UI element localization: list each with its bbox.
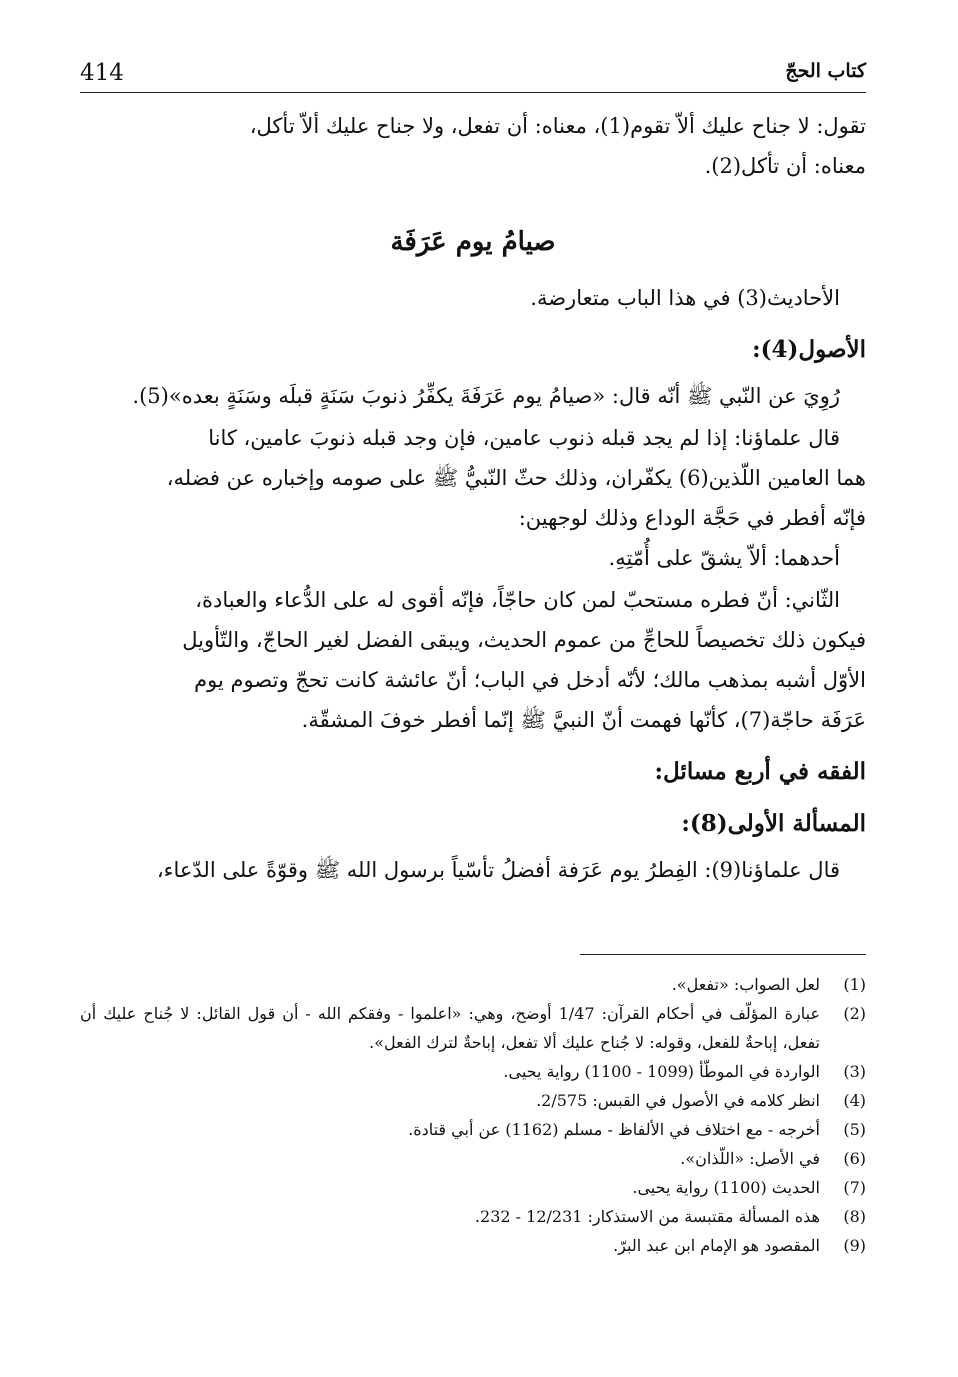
- footnote: [80, 1144, 866, 1173]
- footnote: [80, 1173, 866, 1202]
- usul-heading: الأصول(4):: [752, 336, 866, 363]
- running-title: كتاب الحجّ: [785, 60, 866, 82]
- footnote: [80, 1202, 866, 1231]
- paragraph-line: قال علماؤنا(9): الفِطرُ يوم عَرَفة أفضلُ تأسّياً برسول الله ﷺ وقوّةً على الدّعاء،: [156, 858, 840, 882]
- footnote-number: (3): [843, 1062, 866, 1081]
- footnote-text: عبارة المؤلّف في أحكام القرآن: 1/47 أوضح، وهي: «اعلموا - وفقكم الله - أن قول القائل: لا جُناح عليك أن تفعل، إباحةٌ للفعل، وقوله: لا جُناح عليك ألا تفعل، إباحةٌ لترك الفعل».: [80, 1004, 820, 1052]
- footnote-number: (5): [843, 1120, 866, 1139]
- footnote: [80, 1115, 866, 1144]
- footnote-text: هذه المسألة مقتبسة من الاستذكار: 12/231 - 232.: [474, 1207, 820, 1226]
- section-title: صيامُ يوم عَرَفَة: [390, 227, 556, 257]
- paragraph-line: معناه: أن تأكل(2).: [704, 154, 866, 178]
- footnote-number: (7): [843, 1178, 866, 1197]
- book-page: [80, 48, 866, 1348]
- footnotes: [80, 970, 866, 1260]
- riwaya-line: رُوِيَ عن النّبي ﷺ أنّه قال: «صيامُ يوم عَرَفَةَ يكفِّرُ ذنوبَ سَنَةٍ قبلَه وسَنَةٍ بعده»(5).: [132, 384, 840, 408]
- footnote-text: الحديث (1100) رواية يحيى.: [632, 1178, 820, 1197]
- footnote-number: (6): [843, 1149, 866, 1168]
- footnote-separator: [580, 954, 866, 955]
- masala-heading: المسألة الأولى(8):: [681, 810, 866, 837]
- paragraph-line: عَرَفَة حاجّة(7)، كأنّها فهمت أنّ النبيَّ ﷺ إنّما أفطر خوفَ المشقّة.: [301, 708, 866, 732]
- footnote-text: في الأصل: «اللّذان».: [680, 1149, 820, 1168]
- footnote: [80, 999, 866, 1057]
- footnote-text: لعل الصواب: «تفعل».: [671, 975, 820, 994]
- footnote-text: انظر كلامه في الأصول في القبس: 2/575.: [536, 1091, 820, 1110]
- fiqh-heading: الفقه في أربع مسائل:: [654, 758, 866, 785]
- page-header: [80, 48, 866, 88]
- paragraph-line: قال علماؤنا: إذا لم يجد قبله ذنوب عامين، فإن وجد قبله ذنوبَ عامين، كانا: [208, 426, 840, 450]
- header-rule: [80, 92, 866, 93]
- footnote: [80, 1231, 866, 1260]
- paragraph-line: أحدهما: ألاّ يشقّ على أُمّتِهِ.: [608, 546, 840, 570]
- footnote-number: (9): [843, 1236, 866, 1255]
- paragraph-line: الثّاني: أنّ فطره مستحبّ لمن كان حاجّاً، فإنّه أقوى له على الدُّعاء والعبادة،: [195, 588, 840, 612]
- footnote-text: المقصود هو الإمام ابن عبد البرّ.: [613, 1236, 820, 1255]
- paragraph-line: الأوّل أشبه بمذهب مالك؛ لأنّه أدخل في الباب؛ أنّ عائشة كانت تحجّ وتصوم يوم: [194, 668, 866, 692]
- footnote-text: الواردة في الموطّأ (1099 - 1100) رواية يحيى.: [503, 1062, 820, 1081]
- footnote: [80, 1057, 866, 1086]
- page-number: 414: [80, 60, 124, 86]
- paragraph-line: هما العامين اللّذين(6) يكفّران، وذلك حثّ النّبيُّ ﷺ على صومه وإخباره عن فضله،: [166, 466, 866, 490]
- paragraph-line: فيكون ذلك تخصيصاً للحاجِّ من عموم الحديث، ويبقى الفضل لغير الحاجّ، والتّأويل: [182, 628, 866, 652]
- paragraph-line: فإنّه أفطر في حَجَّة الوداع وذلك لوجهين:: [518, 506, 866, 530]
- footnote-number: (2): [843, 1004, 866, 1023]
- footnote-number: (4): [843, 1091, 866, 1110]
- hadith-intro: الأحاديث(3) في هذا الباب متعارضة.: [530, 286, 840, 310]
- main-text: [80, 106, 866, 890]
- footnote-text: أخرجه - مع اختلاف في الألفاظ - مسلم (1162) عن أبي قتادة.: [408, 1120, 820, 1139]
- footnote-number: (1): [843, 975, 866, 994]
- paragraph-line: تقول: لا جناح عليك ألاّ تقوم(1)، معناه: أن تفعل، ولا جناح عليك ألاّ تأكل،: [249, 114, 866, 138]
- footnote: [80, 970, 866, 999]
- footnote: [80, 1086, 866, 1115]
- footnote-number: (8): [843, 1207, 866, 1226]
